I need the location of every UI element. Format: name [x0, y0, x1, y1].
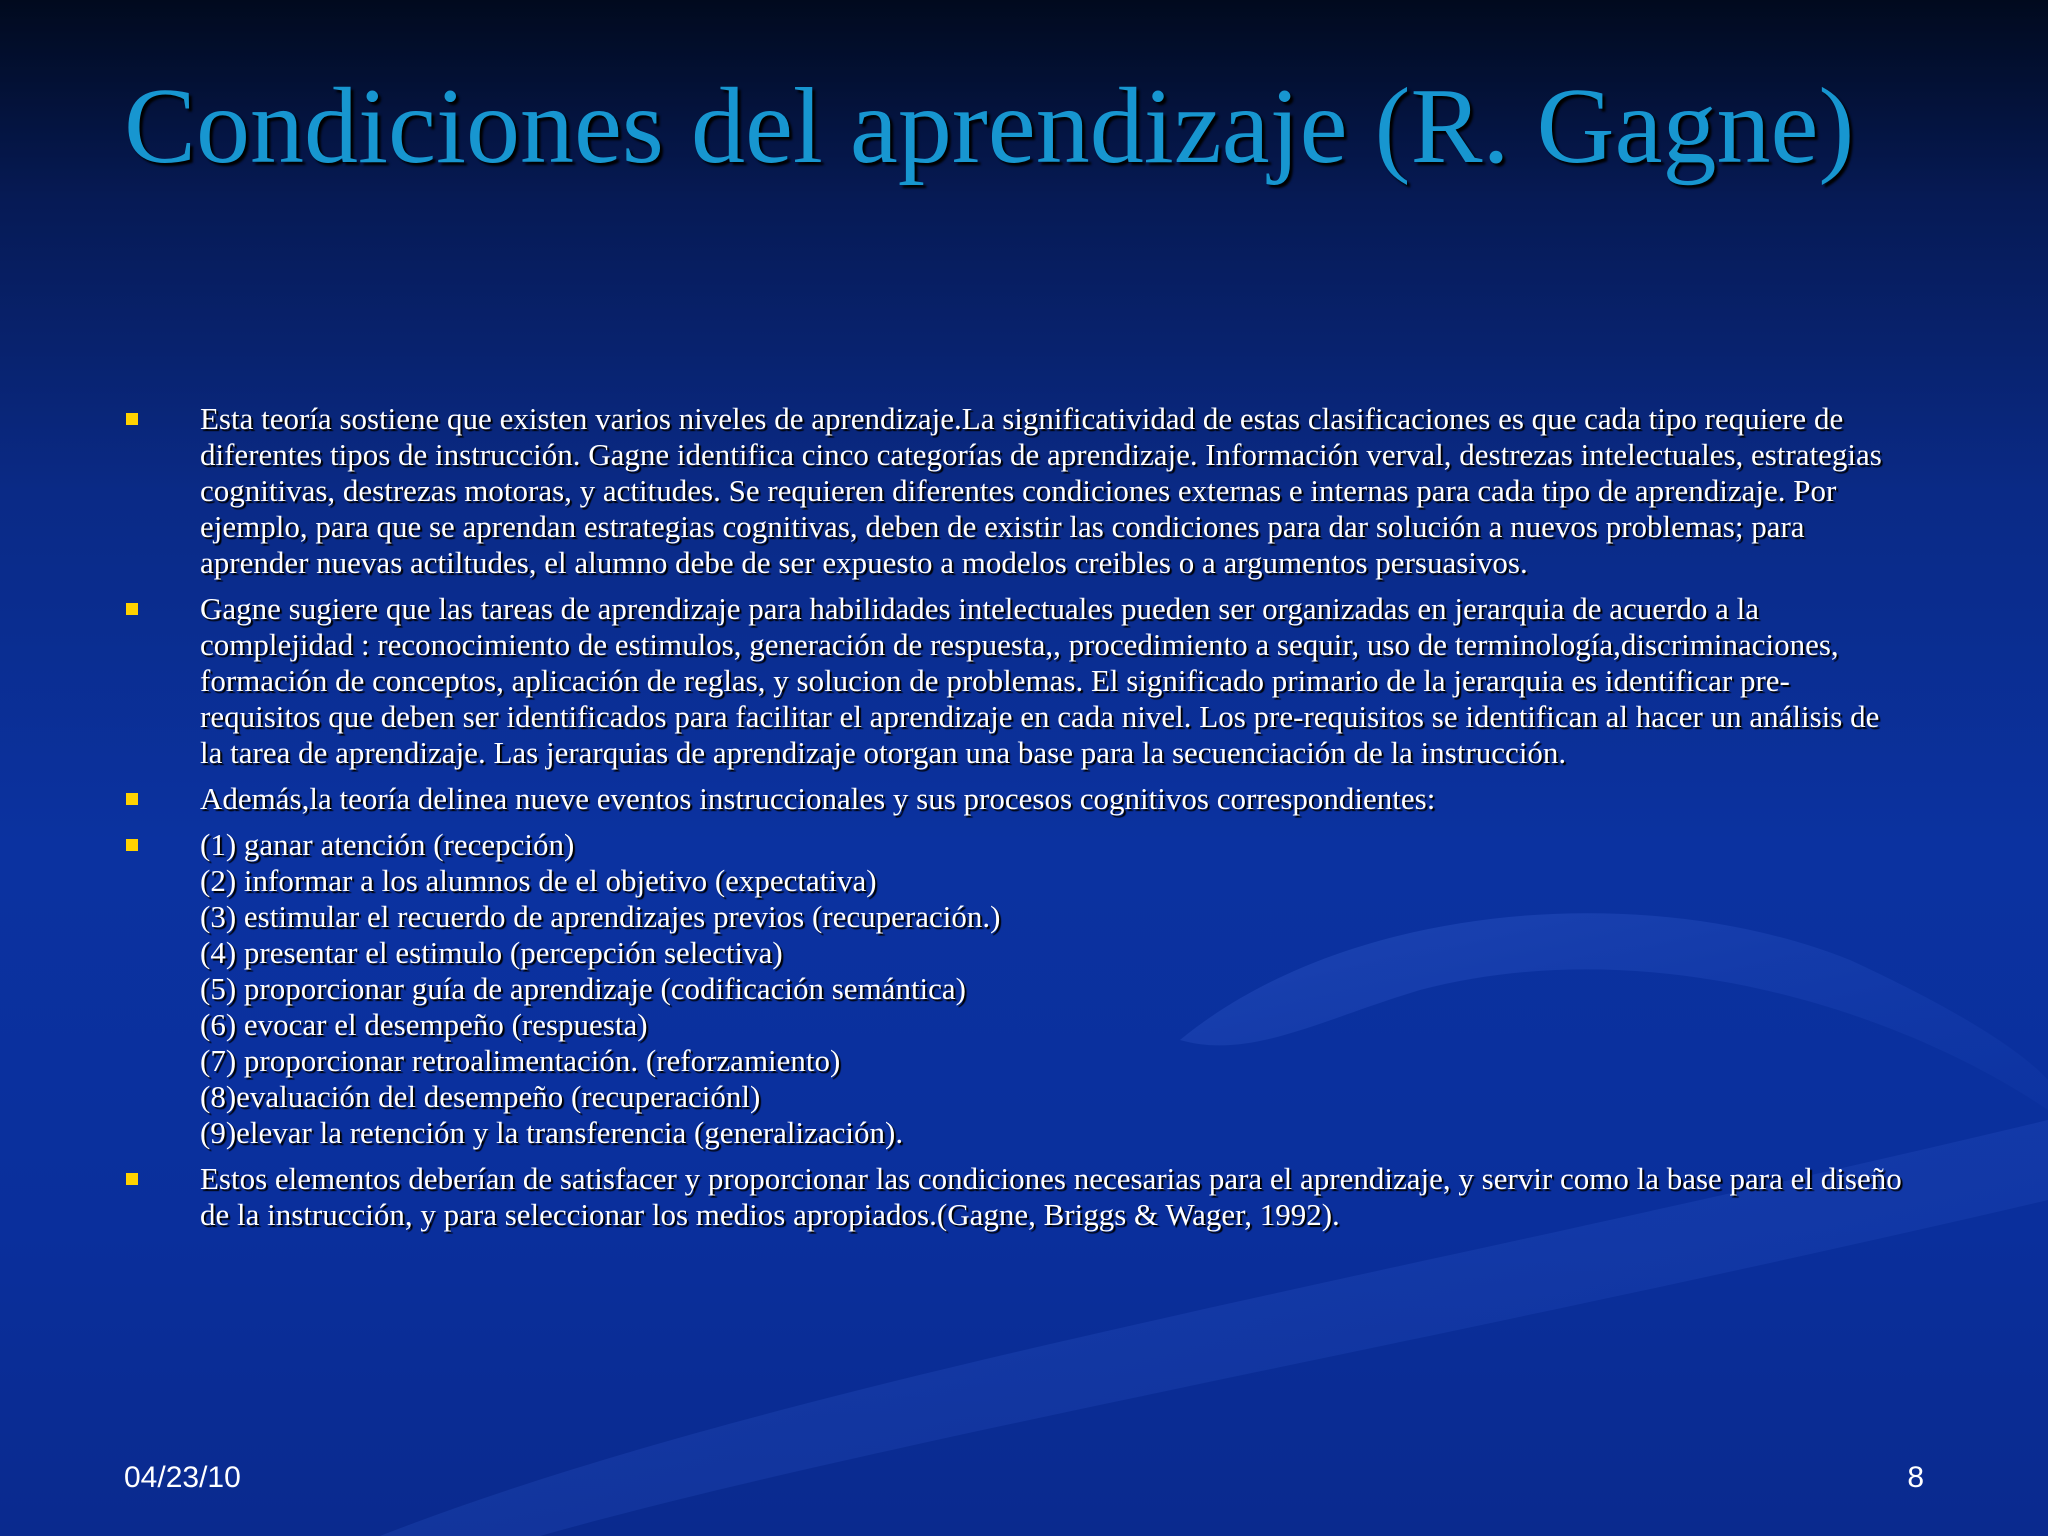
bullet-item [124, 591, 1904, 771]
footer-page-number: 8 [1907, 1461, 1924, 1494]
bullet-text: Estos elementos deberían de satisfacer y proporcionar las condiciones necesarias para el aprendizaje, y servir como la base para el diseño de la instrucción, y para seleccionar los medios apropiados.(Gagne, Briggs & Wager, 1992). [200, 1161, 1902, 1232]
square-bullet-icon [126, 603, 138, 615]
slide-title: Condiciones del aprendizaje (R. Gagne) [124, 67, 1855, 186]
square-bullet-icon [126, 413, 138, 425]
bullet-item [124, 1161, 1904, 1233]
bullet-list [124, 401, 1904, 1243]
square-bullet-icon [126, 1173, 138, 1185]
bullet-text: Gagne sugiere que las tareas de aprendizaje para habilidades intelectuales pueden ser organizadas en jerarquia de acuerdo a la complejidad : reconocimiento de estimulos, generación de respuesta,, procedimiento a sequir, uso de terminología,discriminaciones, formación de conceptos, aplicación de reglas, y solucion de problemas. El significado primario de la jerarquia es identificar pre-requisitos que deben ser identificados para facilitar el aprendizaje en cada nivel. Los pre-requisitos se identifican al hacer un análisis de la tarea de aprendizaje. Las jerarquias de aprendizaje otorgan una base para la secuenciación de la instrucción. [200, 591, 1880, 770]
bullet-text: (1) ganar atención (recepción) (2) informar a los alumnos de el objetivo (expectativa) (3) estimular el recuerdo de aprendizajes previos (recuperación.) (4) presentar el estimulo (percepción selectiva) (5) proporcionar guía de aprendizaje (codificación semántica) (6) evocar el desempeño (respuesta) (7) proporcionar retroalimentación. (reforzamiento) (8)evaluación del desempeño (recuperaciónl) (9)elevar la retención y la transferencia (generalización). [200, 827, 1001, 1150]
square-bullet-icon [126, 793, 138, 805]
bullet-item [124, 401, 1904, 581]
footer-date: 04/23/10 [124, 1461, 241, 1494]
bullet-item [124, 781, 1904, 817]
bullet-item [124, 827, 1904, 1151]
bullet-text: Esta teoría sostiene que existen varios niveles de aprendizaje.La significatividad de estas clasificaciones es que cada tipo requiere de diferentes tipos de instrucción. Gagne identifica cinco categorías de aprendizaje. Información verval, destrezas intelectuales, estrategias cognitivas, destrezas motoras, y actitudes. Se requieren diferentes condiciones externas e internas para cada tipo de aprendizaje. Por ejemplo, para que se aprendan estrategias cognitivas, deben de existir las condiciones para dar solución a nuevos problemas; para aprender nuevas actiltudes, el alumno debe de ser expuesto a modelos creibles o a argumentos persuasivos. [200, 401, 1882, 580]
bullet-text: Además,la teoría delinea nueve eventos instruccionales y sus procesos cognitivos correspondientes: [200, 781, 1436, 816]
square-bullet-icon [126, 839, 138, 851]
